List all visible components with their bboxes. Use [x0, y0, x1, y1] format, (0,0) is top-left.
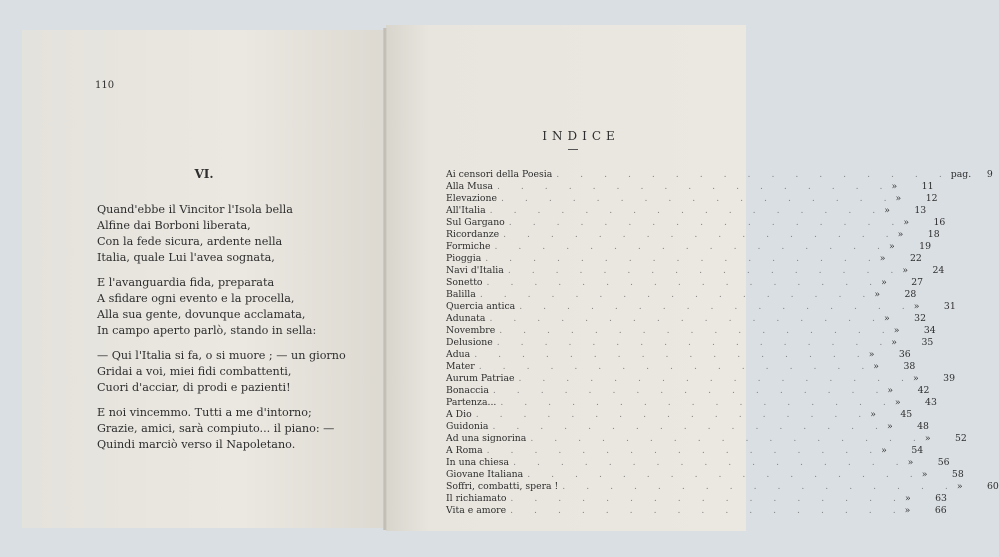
entry-title: Delusione	[446, 337, 493, 348]
entry-page: 18	[927, 229, 940, 240]
entry-page: 38	[903, 361, 916, 372]
left-page	[22, 30, 386, 528]
page-marker: pag.	[950, 169, 972, 180]
entry-title: Sonetto	[446, 277, 483, 288]
entry-page: 52	[955, 433, 967, 444]
verse-line: E l'avanguardia fida, preparata	[97, 276, 275, 289]
stanza	[97, 348, 346, 396]
toc-entry	[446, 421, 929, 433]
entry-page: 31	[943, 301, 956, 312]
entry-title: Adunata	[446, 313, 486, 324]
table-of-contents	[446, 169, 999, 517]
toc-entry	[446, 493, 947, 505]
entry-page: 12	[925, 193, 938, 204]
entry-page: 58	[951, 469, 964, 480]
leader-dots: . . . . . . . . . . . . . . . . .	[478, 361, 874, 372]
page-marker: »	[879, 253, 886, 264]
toc-entry	[446, 277, 924, 289]
page-marker: »	[873, 361, 879, 372]
page-marker: »	[895, 193, 902, 204]
stanza	[97, 202, 346, 266]
verse-line: Cuori d'acciar, di prodi e pazienti!	[97, 381, 291, 394]
page-marker: »	[891, 181, 898, 192]
leader-dots: . . . . . . . . . . . . . . . . .	[518, 373, 914, 384]
entry-page: 22	[909, 253, 922, 264]
toc-entry	[446, 457, 950, 469]
entry-page: 35	[921, 337, 934, 348]
page-marker: »	[884, 313, 890, 324]
leader-dots: . . . . . . . . . . . . . . . . .	[508, 217, 904, 228]
entry-page: 16	[933, 217, 946, 228]
verse-line: Con la fede sicura, ardente nella	[97, 235, 283, 248]
leader-dots: . . . . . . . . . . . . . . . . .	[475, 409, 871, 420]
toc-entry	[446, 325, 936, 337]
entry-page: 60	[986, 481, 999, 492]
entry-title: Navi d'Italia	[446, 265, 504, 276]
toc-entry	[446, 229, 940, 241]
leader-dots: . . . . . . . . . . . . . . . . .	[510, 493, 905, 504]
entry-page: 39	[943, 373, 956, 384]
toc-entry	[446, 361, 916, 373]
entry-title: Formiche	[446, 241, 491, 252]
page-marker: »	[870, 409, 876, 420]
leader-dots: . . . . . . . . . . . . . . . . .	[492, 421, 887, 432]
page-marker: »	[894, 397, 901, 408]
entry-title: Pioggia	[446, 253, 482, 264]
entry-title: Soffri, combatti, spera !	[446, 481, 559, 492]
entry-page: 66	[934, 505, 947, 516]
entry-page: 27	[911, 277, 924, 288]
entry-title: Novembre	[446, 325, 496, 336]
toc-entry	[446, 433, 967, 445]
page-marker: »	[884, 205, 890, 216]
entry-title: Ai censori della Poesia	[446, 169, 553, 180]
page-marker: »	[903, 217, 910, 228]
toc-entry	[446, 265, 945, 277]
page-number: 110	[95, 80, 115, 91]
page-marker: »	[886, 421, 893, 432]
leader-dots: . . . . . . . . . . . . . . . . .	[489, 205, 885, 216]
page-marker: »	[887, 385, 894, 396]
entry-title: Balilla	[446, 289, 476, 300]
poem-title: VI.	[194, 167, 214, 181]
entry-page: 36	[898, 349, 911, 360]
entry-page: 43	[925, 397, 937, 408]
entry-page: 42	[917, 385, 930, 396]
verse-line: A sfidare ogni evento e la procella,	[97, 292, 295, 305]
entry-page: 24	[932, 265, 945, 276]
heading-rule	[568, 149, 578, 150]
entry-title: Partenza...	[446, 397, 497, 408]
page-marker: »	[874, 289, 881, 300]
leader-dots: . . . . . . . . . . . . . . . . .	[474, 349, 869, 360]
page-marker: »	[902, 265, 909, 276]
leader-dots: . . . . . . . . . . . . . . . . .	[510, 505, 905, 516]
page-marker: »	[881, 445, 887, 456]
entry-page: 56	[937, 457, 950, 468]
toc-entry	[446, 409, 913, 421]
leader-dots: . . . . . . . . . . . . . . . . .	[499, 325, 894, 336]
page-marker: »	[868, 349, 875, 360]
toc-entry	[446, 193, 938, 205]
entry-page: 34	[923, 325, 936, 336]
entry-page: 63	[935, 493, 947, 504]
leader-dots: . . . . . . . . . . . . . . . . .	[486, 445, 882, 456]
right-page	[386, 25, 999, 531]
toc-entry	[446, 241, 931, 253]
entry-title: Elevazione	[446, 193, 498, 204]
toc-entry	[446, 217, 946, 229]
entry-page: 54	[911, 445, 924, 456]
entry-title: Bonaccia	[446, 385, 489, 396]
entry-page: 13	[914, 205, 927, 216]
entry-page: 32	[914, 313, 926, 324]
verse-line: In campo aperto parlò, stando in sella:	[97, 324, 317, 337]
entry-title: In una chiesa	[446, 457, 510, 468]
page-marker: »	[907, 457, 914, 468]
leader-dots: . . . . . . . . . . . . . . . . .	[479, 289, 875, 300]
entry-title: Aurum Patriae	[446, 373, 515, 384]
entry-title: Adua	[446, 349, 471, 360]
stanza	[97, 405, 346, 453]
toc-entry	[446, 169, 993, 181]
page-marker: »	[889, 241, 895, 252]
page-marker: »	[893, 325, 900, 336]
page-marker: »	[891, 337, 897, 348]
verse-line: Gridai a voi, miei fidi combattenti,	[97, 365, 292, 378]
poem-text	[97, 202, 346, 462]
toc-entry	[446, 385, 930, 397]
page-marker: »	[897, 229, 904, 240]
leader-dots: . . . . . . . . . . . . . . . . .	[562, 481, 957, 492]
toc-entry	[446, 349, 911, 361]
entry-page: 28	[904, 289, 917, 300]
stanza	[97, 275, 346, 339]
entry-title: All'Italia	[446, 205, 486, 216]
leader-dots: . . . . . . . . . . . . . . . . .	[530, 433, 925, 444]
toc-entry	[446, 337, 934, 349]
leader-dots: . . . . . . . . . . . . . . . . .	[500, 397, 895, 408]
entry-title: Vita e amore	[446, 505, 507, 516]
page-marker: »	[904, 505, 911, 516]
page-marker: »	[913, 301, 920, 312]
verse-line: — Qui l'Italia si fa, o si muore ; — un giorno	[97, 349, 346, 362]
page-marker: »	[956, 481, 963, 492]
verse-line: Alla sua gente, dovunque acclamata,	[97, 308, 306, 321]
leader-dots: . . . . . . . . . . . . . . . . .	[503, 229, 898, 240]
toc-entry	[446, 445, 924, 457]
entry-title: Sul Gargano	[446, 217, 505, 228]
leader-dots: . . . . . . . . . . . . . . . . .	[507, 265, 903, 276]
entry-page: 11	[921, 181, 934, 192]
toc-entry	[446, 205, 927, 217]
leader-dots: . . . . . . . . . . . . . . . . .	[519, 301, 914, 312]
verse-line: Quand'ebbe il Vincitor l'Isola bella	[97, 203, 293, 216]
book-spine	[383, 28, 387, 530]
entry-page: 19	[919, 241, 931, 252]
verse-line: Alfine dai Borboni liberata,	[97, 219, 251, 232]
entry-title: A Roma	[446, 445, 483, 456]
verse-line: Quindi marciò verso il Napoletano.	[97, 438, 296, 451]
verse-line: Grazie, amici, sarà compiuto... il piano: —	[97, 422, 335, 435]
leader-dots: . . . . . . . . . . . . . . . . .	[492, 385, 888, 396]
leader-dots: . . . . . . . . . . . . . . . . .	[496, 181, 892, 192]
entry-title: Il richiamato	[446, 493, 507, 504]
toc-entry	[446, 313, 926, 325]
toc-entry	[446, 253, 922, 265]
leader-dots: . . . . . . . . . . . . . . . . .	[501, 193, 896, 204]
toc-entry	[446, 481, 999, 493]
toc-entry	[446, 505, 947, 517]
entry-title: Quercia antica	[446, 301, 516, 312]
leader-dots: . . . . . . . . . . . . . . . . .	[556, 169, 951, 180]
leader-dots: . . . . . . . . . . . . . . . . .	[489, 313, 884, 324]
toc-entry	[446, 397, 937, 409]
toc-entry	[446, 469, 964, 481]
page-marker: »	[881, 277, 887, 288]
entry-title: A Dio	[446, 409, 472, 420]
entry-page: 45	[900, 409, 913, 420]
toc-entry	[446, 181, 934, 193]
toc-entry	[446, 301, 956, 313]
entry-title: Mater	[446, 361, 475, 372]
entry-page: 9	[986, 169, 993, 180]
page-marker: »	[913, 373, 919, 384]
leader-dots: . . . . . . . . . . . . . . . . .	[496, 337, 892, 348]
verse-line: Italia, quale Lui l'avea sognata,	[97, 251, 275, 264]
entry-page: 48	[917, 421, 929, 432]
entry-title: Alla Musa	[446, 181, 493, 192]
page-marker: »	[921, 469, 928, 480]
index-heading: INDICE	[542, 129, 620, 143]
toc-entry	[446, 373, 956, 385]
toc-entry	[446, 289, 917, 301]
leader-dots: . . . . . . . . . . . . . . . . .	[527, 469, 922, 480]
leader-dots: . . . . . . . . . . . . . . . . .	[513, 457, 908, 468]
entry-title: Ad una signorina	[446, 433, 527, 444]
leader-dots: . . . . . . . . . . . . . . . . .	[486, 277, 882, 288]
leader-dots: . . . . . . . . . . . . . . . . .	[485, 253, 880, 264]
entry-title: Giovane Italiana	[446, 469, 524, 480]
page-marker: »	[924, 433, 931, 444]
entry-title: Guidonia	[446, 421, 489, 432]
entry-title: Ricordanze	[446, 229, 500, 240]
page-marker: »	[904, 493, 911, 504]
verse-line: E noi vincemmo. Tutti a me d'intorno;	[97, 406, 312, 419]
leader-dots: . . . . . . . . . . . . . . . . .	[494, 241, 889, 252]
